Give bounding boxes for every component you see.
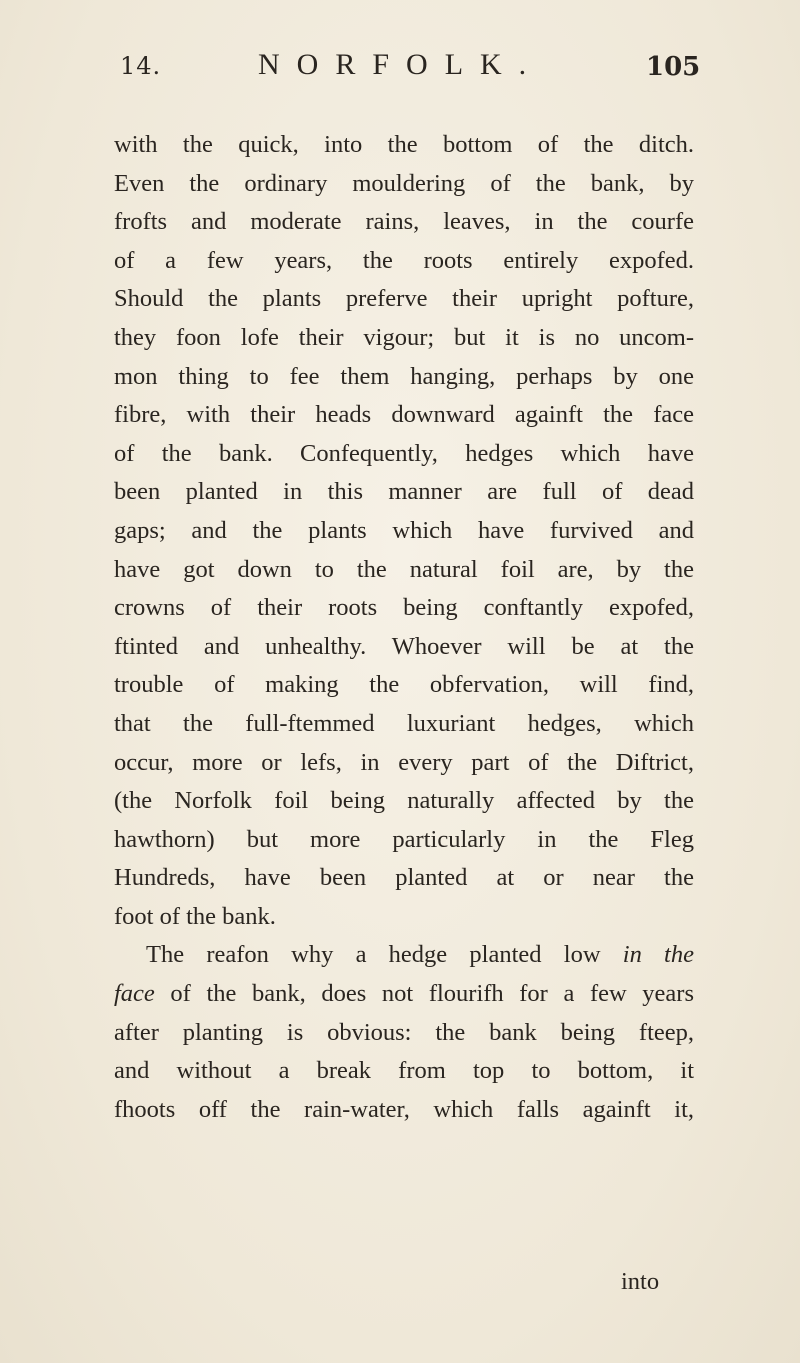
- text-line: Hundreds, have been planted at or near the: [114, 864, 694, 892]
- text-line: after planting is obvious: the bank being fteep,: [114, 1018, 694, 1046]
- catchword: into: [621, 1268, 660, 1295]
- text-line: mon thing to fee them hanging, perhaps by one: [114, 362, 694, 390]
- text-line: Even the ordinary mouldering of the bank, by: [114, 169, 694, 197]
- text-line: Should the plants preferve their upright pofture,: [114, 285, 694, 313]
- text-line: ftinted and unhealthy. Whoever will be at the: [114, 632, 694, 660]
- text-line: frofts and moderate rains, leaves, in the courfe: [114, 208, 694, 236]
- text-line: hawthorn) but more particularly in the Fleg: [114, 825, 694, 853]
- text-line: of the bank. Confequently, hedges which have: [114, 439, 694, 467]
- running-header: [0, 48, 800, 88]
- text-line: that the full-ftemmed luxuriant hedges, which: [114, 709, 694, 737]
- text-line: crowns of their roots being conftantly expofed,: [114, 594, 694, 622]
- text-line: with the quick, into the bottom of the ditch.: [114, 131, 694, 158]
- text-line: been planted in this manner are full of dead: [114, 478, 694, 506]
- page-number: 105: [646, 52, 701, 82]
- text-line: foot of the bank.: [114, 902, 276, 930]
- text-line: of a few years, the roots entirely expofed.: [114, 246, 694, 274]
- text-line: trouble of making the obfervation, will find,: [114, 671, 694, 699]
- italic-run: in the: [622, 941, 694, 969]
- running-title: NORFOLK.: [258, 48, 544, 81]
- text-run: The reafon why a hedge planted low: [146, 941, 623, 969]
- italic-run: face: [114, 980, 155, 1008]
- text-line: and without a break from top to bottom, it: [114, 1057, 694, 1085]
- text-run: of the bank, does not flourifh for a few years: [154, 980, 694, 1008]
- text-line: they foon lofe their vigour; but it is no uncom-: [114, 323, 694, 351]
- text-line: have got down to the natural foil are, by the: [114, 555, 694, 583]
- paragraph-first-line: [114, 936, 694, 975]
- text-line: [114, 975, 694, 1014]
- signature-mark: 14.: [120, 52, 162, 80]
- text-line: fibre, with their heads downward againft the face: [114, 401, 694, 429]
- text-line: occur, more or lefs, in every part of the Diftrict,: [114, 748, 694, 776]
- text-line: fhoots off the rain-water, which falls againft it,: [114, 1095, 694, 1123]
- text-line: gaps; and the plants which have furvived and: [114, 516, 694, 544]
- text-line: (the Norfolk foil being naturally affected by the: [114, 787, 694, 815]
- body-text: [114, 126, 694, 1129]
